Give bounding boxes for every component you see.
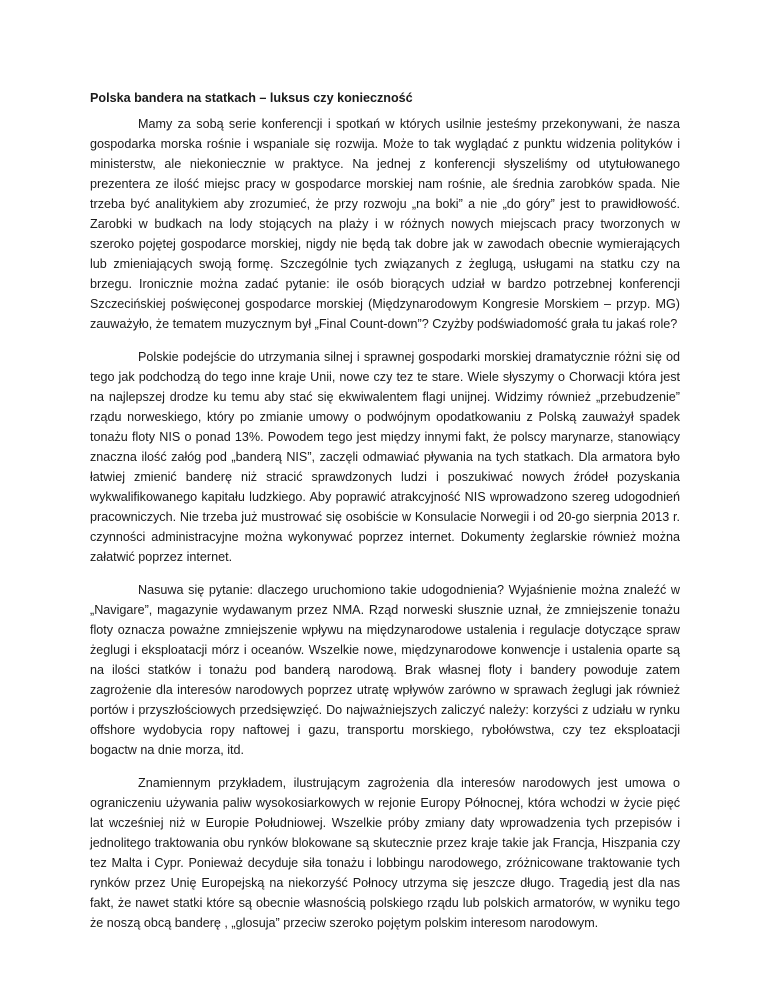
paragraph-3: Nasuwa się pytanie: dlaczego uruchomiono takie udogodnienia? Wyjaśnienie można znaleźć w „Navigare”, magazynie wydawanym przez NMA. Rząd norweski słusznie uznał, że zmniejszenie tonażu floty oznacza poważne zmniejszenie wpływu na międzynarodowe ustalenia i regulacje dotyczące spraw żeglugi i eksploatacji mórz i oceanów. Wszelkie nowe, międzynarodowe konwencje i ustalenia oparte są na ilości statków i tonażu pod banderą narodową. Brak własnej floty i bandery powoduje zatem zagrożenie dla interesów narodowych poprzez utratę wpływów zarówno w sprawach żeglugi jak również portów i przyszłościowych przedsięwzięć. Do najważniejszych zaliczyć należy: korzyści z udziału w rynku offshore wydobycia ropy naftowej i gazu, transportu morskiego, rybołówstwa, czy tez eksploatacji bogactw na dnie morza, itd. [90,583,680,757]
paragraph-4: Znamiennym przykładem, ilustrującym zagrożenia dla interesów narodowych jest umowa o ograniczeniu używania paliw wysokosiarkowych w rejonie Europy Północnej, która wchodzi w życie pięć lat wcześniej niż w Europie Południowej. Wszelkie próby zmiany daty wprowadzenia tych przepisów i jednolitego traktowania obu rynków blokowane są skutecznie przez kraje takie jak Francja, Hiszpania czy tez Malta i Cypr. Ponieważ decyduje siła tonażu i lobbingu narodowego, zróżnicowane traktowanie tych rynków przez Unię Europejską na niekorzyść Połnocy utrzyma się jeszcze długo. Tragedią jest dla nas fakt, że nawet statki które są obecnie własnością polskiego rządu lub polskich armatorów, w wyniku tego że noszą obcą banderę , „glosuja” przeciw szeroko pojętym polskim interesom narodowym. [90,776,680,930]
paragraph-2: Polskie podejście do utrzymania silnej i sprawnej gospodarki morskiej dramatycznie różni się od tego jak podchodzą do tego inne kraje Unii, nowe czy tez te stare. Wiele słyszymy o Chorwacji która jest na najlepszej drodze ku temu aby stać się ekwiwalentem flagi unijnej. Widzimy również „przebudzenie” rządu norweskiego, który po zmianie umowy o podwójnym opodatkowaniu z Polską zauważył spadek tonażu floty NIS o ponad 13%. Powodem tego jest między innymi fakt, że polscy marynarze, stanowiący znaczna ilość załóg pod „banderą NIS”, zaczęli odmawiać pływania na tych statkach. Dla armatora było łatwiej zmienić banderę niż stracić sprawdzonych ludzi i poszukiwać nowych źródeł pozyskania wykwalifikowanego kapitału ludzkiego. Aby poprawić atrakcyjność NIS wprowadzono szereg udogodnień pracowniczych. Nie trzeba już mustrować się osobiście w Konsulacie Norwegii i od 20-go sierpnia 2013 r. czynności administracyjne można wykonywać poprzez internet. Dokumenty żeglarskie również można załatwić poprzez internet. [90,350,680,564]
document-title: Polska bandera na statkach – luksus czy konieczność [90,91,413,105]
paragraph-1: Mamy za sobą serie konferencji i spotkań w których usilnie jesteśmy przekonywani, że nasza gospodarka morska rośnie i wspaniale się rozwija. Może to tak wyglądać z punktu widzenia polityków i ministerstw, ale niekoniecznie w praktyce. Na jednej z konferencji słyszeliśmy od utytułowanego prezentera ze ilość miejsc pracy w gospodarce morskiej nam rośnie, ale średnia zarobków spada. Nie trzeba być analitykiem aby zrozumieć, że przy rozwoju „na boki” a nie „do góry” jest to prawidłowość. Zarobki w budkach na lody stojących na plaży i w różnych nowych miejscach pracy tworzonych w szeroko pojętej gospodarce morskiej, nigdy nie będą tak dobre jak w zawodach obecnie wymierających lub zmieniających swoją formę. Szczególnie tych związanych z żeglugą, usługami na statku czy na brzegu. Ironicznie można zadać pytanie: ile osób biorących udział w bardzo potrzebnej konferencji Szczecińskiej poświęconej gospodarce morskiej (Międzynarodowym Kongresie Morskiem – przyp. MG) zauważyło, że tematem muzycznym był „Final Count-down”? Czyżby podświadomość grała tu jakaś role? [90,117,680,331]
